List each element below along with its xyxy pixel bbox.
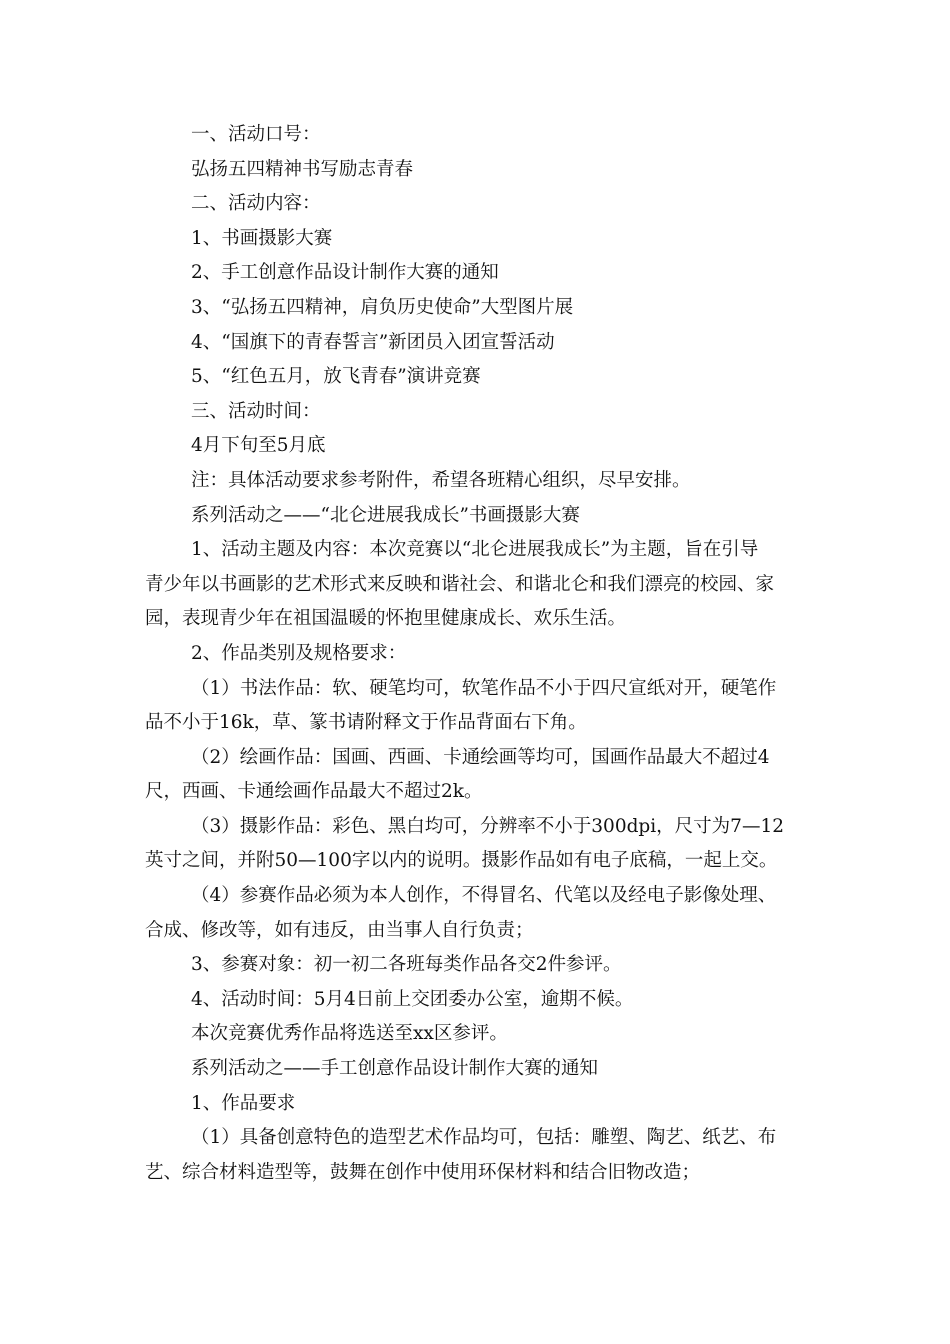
document-body (145, 118, 815, 1190)
series-heading-2: 系列活动之——手工创意作品设计制作大赛的通知 (191, 1058, 599, 1080)
category-heading: 2、作品类别及规格要求： (191, 642, 407, 664)
slogan-text: 弘扬五四精神书写励志青春 (191, 158, 414, 180)
photo-paragraph (145, 810, 815, 879)
content-item-4: 4、“国旗下的青春誓言”新团员入团宣誓活动 (191, 331, 555, 353)
content-item-5: 5、“红色五月，放飞青春”演讲竞赛 (191, 366, 481, 388)
photo-line-1: （3）摄影作品：彩色、黑白均可，分辨率不小于300dpi，尺寸为7—12 (191, 815, 784, 837)
calligraphy-line-1: （1）书法作品：软、硬笔均可，软笔作品不小于四尺宣纸对开，硬笔作 (191, 677, 777, 699)
section-heading-slogan: 一、活动口号： (191, 124, 321, 145)
note-text: 注：具体活动要求参考附件，希望各班精心组织，尽早安排。 (191, 469, 691, 491)
selection-note: 本次竞赛优秀作品将选送至xx区参评。 (191, 1023, 508, 1045)
craft-paragraph (145, 1121, 815, 1190)
requirements-heading: 1、作品要求 (191, 1092, 296, 1114)
content-item-3: 3、“弘扬五四精神，肩负历史使命”大型图片展 (191, 296, 574, 318)
theme-line-2: 青少年以书画影的艺术形式来反映和谐社会、和谐北仑和我们漂亮的校园、家 (145, 573, 775, 595)
theme-line-3: 园，表现青少年在祖国温暖的怀抱里健康成长、欢乐生活。 (145, 608, 627, 630)
painting-line-2: 尺，西画、卡通绘画作品最大不超过2k。 (145, 781, 483, 803)
deadline-text: 4、活动时间：5月4日前上交团委办公室，逾期不候。 (191, 988, 634, 1010)
photo-line-2: 英寸之间，并附50—100字以内的说明。摄影作品如有电子底稿，一起上交。 (145, 850, 778, 872)
painting-paragraph (145, 741, 815, 810)
craft-line-1: （1）具备创意特色的造型艺术作品均可，包括：雕塑、陶艺、纸艺、布 (191, 1127, 777, 1149)
theme-line-1: 1、活动主题及内容：本次竞赛以“北仑进展我成长”为主题，旨在引导 (191, 539, 759, 561)
originality-line-2: 合成、修改等，如有违反，由当事人自行负责； (145, 919, 534, 941)
painting-line-1: （2）绘画作品：国画、西画、卡通绘画等均可，国画作品最大不超过4 (191, 746, 770, 768)
time-text: 4月下旬至5月底 (191, 435, 326, 457)
series-heading-1: 系列活动之——“北仑进展我成长”书画摄影大赛 (191, 504, 580, 526)
originality-paragraph (145, 879, 815, 948)
calligraphy-paragraph (145, 672, 815, 741)
section-heading-content: 二、活动内容： (191, 193, 321, 215)
originality-line-1: （4）参赛作品必须为本人创作，不得冒名、代笔以及经电子影像处理、 (191, 885, 777, 907)
calligraphy-line-2: 品不小于16k，草、篆书请附释文于作品背面右下角。 (145, 712, 587, 734)
section-heading-time: 三、活动时间： (191, 400, 321, 422)
content-item-1: 1、书画摄影大赛 (191, 227, 333, 249)
content-item-2: 2、手工创意作品设计制作大赛的通知 (191, 262, 499, 284)
participants-text: 3、参赛对象：初一初二各班每类作品各交2件参评。 (191, 954, 622, 976)
craft-line-2: 艺、综合材料造型等，鼓舞在创作中使用环保材料和结合旧物改造； (145, 1161, 701, 1183)
theme-paragraph (145, 533, 815, 637)
